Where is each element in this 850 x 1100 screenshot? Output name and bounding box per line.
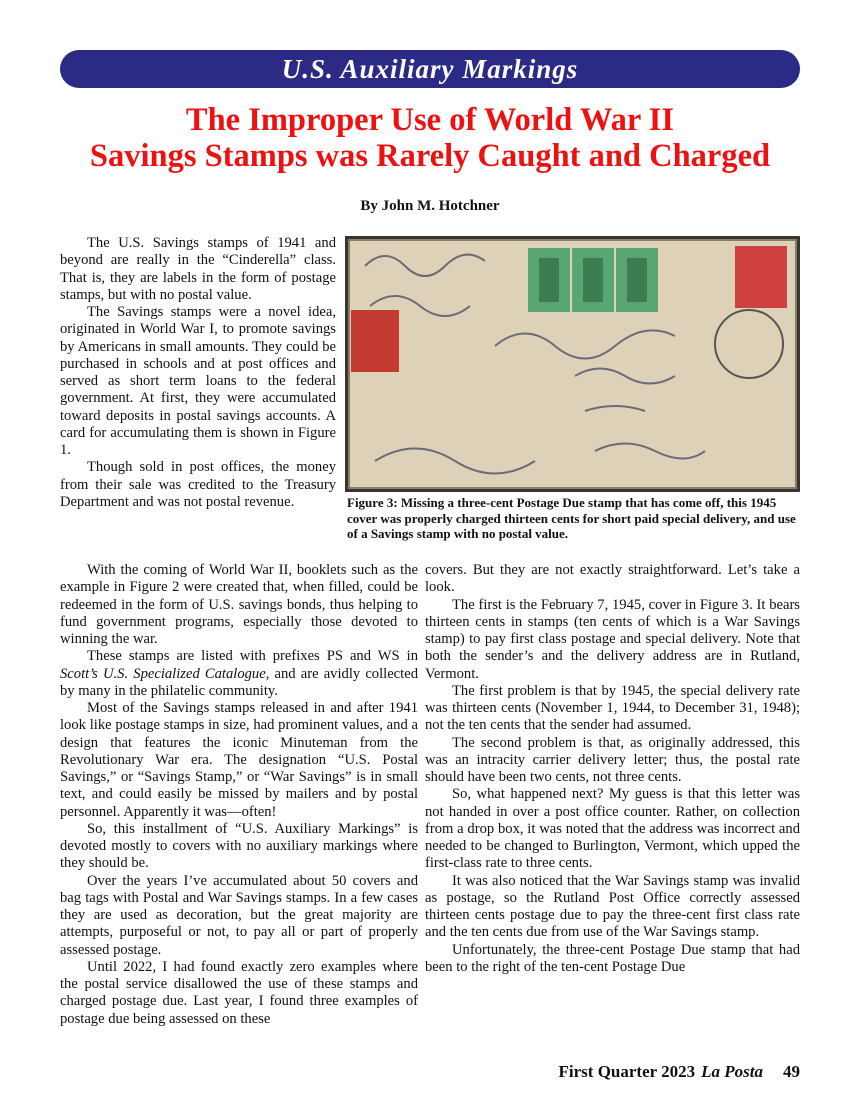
red-stamp xyxy=(735,246,787,308)
title-line-2: Savings Stamps was Rarely Caught and Charged xyxy=(89,138,771,174)
section-title: U.S. Auxiliary Markings xyxy=(281,53,579,84)
paragraph: It was also noticed that the War Savings stamp was invalid as postage, so the Rutland Post Office correctly assessed thirteen cents postage due to pay the three-cent first class rate and the ten cents due from use of the War Savings stamp. xyxy=(425,872,800,941)
figure-caption: Figure 3: Missing a three-cent Postage Due stamp that has come off, this 1945 cover was properly charged thirteen cents for short paid special delivery, and use of a Savings stamp with no postal value. xyxy=(347,495,796,541)
figure-3-cover-image xyxy=(345,236,800,492)
paragraph: Until 2022, I had found exactly zero examples where the postal service disallowed the use of these stamps and charged postage due. Last year, I found three examples of postage due being assessed on these xyxy=(60,958,418,1027)
paragraph: The second problem is that, as originally addressed, this was an intracity carrier delivery letter; thus, the postal rate should have been two cents, not three cents. xyxy=(425,734,800,785)
paragraph: So, this installment of “U.S. Auxiliary Markings” is devoted mostly to covers with no auxiliary markings where they should be. xyxy=(60,820,418,872)
catalogue-title: Scott’s U.S. Specialized Catalogue xyxy=(60,665,266,682)
page-footer xyxy=(559,1062,800,1082)
paragraph: The Savings stamps were a novel idea, originated in World War I, to promote savings by Americans in small amounts. They could be purchased in schools and at post offices and served as short term loans to the federal government. At first, they were accumulated toward deposits in postal savings accounts. A card for accumulating them is shown in Figure 1. xyxy=(60,304,336,458)
issue-label: First Quarter 2023 xyxy=(558,1062,696,1081)
article-title xyxy=(40,102,820,174)
byline: By John M. Hotchner xyxy=(360,198,500,214)
column-1-bottom xyxy=(60,562,418,1028)
paragraph: covers. But they are not exactly straightforward. Let’s take a look. xyxy=(425,562,800,596)
paragraph: Unfortunately, the three-cent Postage Due stamp that had been to the right of the ten-cent Postage Due xyxy=(425,941,800,975)
paragraph: The first problem is that by 1945, the special delivery rate was thirteen cents (November 1, 1944, to December 31, 1948); not the ten cents that the sender had assumed. xyxy=(425,682,800,734)
paragraph: The first is the February 7, 1945, cover in Figure 3. It bears thirteen cents in stamps (ten cents of which is a War Savings stamp) to pay first class postage and special delivery. Note that both the sender’s and the delivery address are in Rutland, Vermont. xyxy=(425,596,800,682)
title-line-1: The Improper Use of World War II xyxy=(185,102,675,138)
savings-stamps xyxy=(528,248,658,312)
paragraph: Most of the Savings stamps released in and after 1941 look like postage stamps in size, had prominent values, and a design that features the iconic Minuteman from the Revolutionary War era. The designation “U.S. Postal Savings,” or “Savings Stamp,” or “War Savings” is in small text, and could easily be missed by mailers and by postal personnel. Apparently it was—often! xyxy=(60,700,418,820)
paragraph: With the coming of World War II, booklets such as the example in Figure 2 were created that, when filled, could be redeemed in the form of U.S. savings bonds, thus helping to fund government programs, especially those devoted to winning the war. xyxy=(60,562,418,647)
paragraph: So, what happened next? My guess is that this letter was not handed in over a post office counter. Rather, on collection from a drop box, it was noted that the address was incorrect and needed to be changed to Burlington, Vermont, which upped the first-class rate to three cents. xyxy=(425,786,800,872)
journal-name: La Posta xyxy=(701,1062,763,1081)
postage-due-stamp xyxy=(351,310,399,372)
page-number: 49 xyxy=(783,1062,800,1081)
paragraph: Over the years I’ve accumulated about 50 covers and bag tags with Postal and War Savings stamps. In a few cases they are used as decoration, but the great majority are attempts, purposeful or not, to pay all or part of properly assessed postage. xyxy=(60,872,418,958)
section-banner xyxy=(60,50,800,88)
cover-illustration xyxy=(345,236,800,492)
column-2 xyxy=(425,562,800,976)
paragraph: These stamps are listed with prefixes PS and WS in Scott’s U.S. Specialized Catalogue, and are avidly collected by many in the philatelic community. xyxy=(60,648,418,699)
paragraph: The U.S. Savings stamps of 1941 and beyond are really in the “Cinderella” class. That is, they are labels in the form of postage stamps, but with no postal value. xyxy=(60,235,336,303)
paragraph: Though sold in post offices, the money from their sale was credited to the Treasury Department and was not postal revenue. xyxy=(60,459,336,510)
column-1-top xyxy=(60,235,336,511)
